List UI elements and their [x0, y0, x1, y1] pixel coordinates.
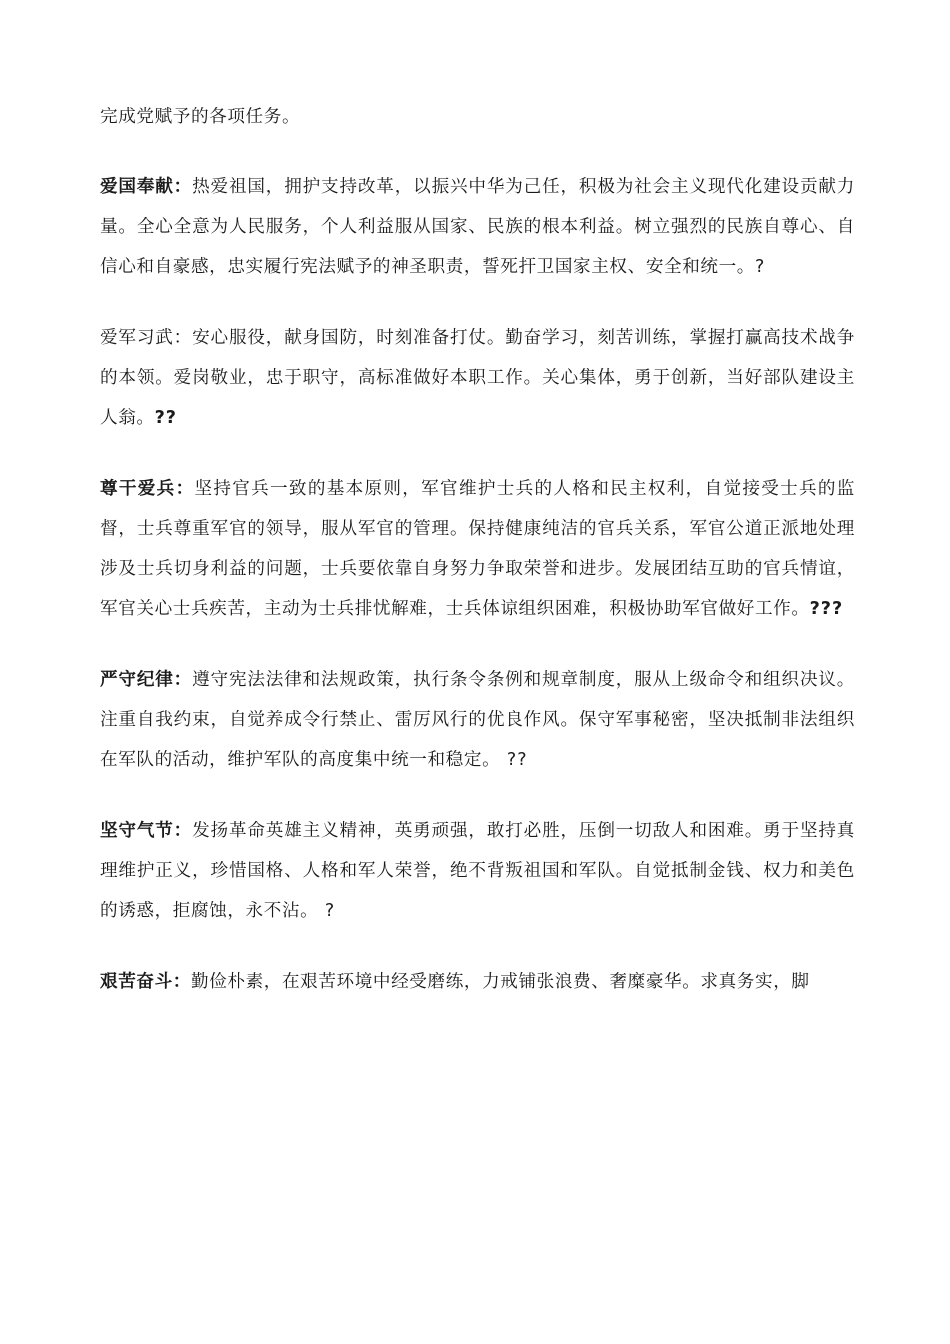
section-text: 热爱祖国，拥护支持改革，以振兴中华为己任，积极为社会主义现代化建设贡献力量。全心全意为人民服务，个人利益服从国家、民族的根本利益。树立强烈的民族自尊心、自信心和自豪感，忠实履行宪法赋予的神圣职责，誓死扞卫国家主权、安全和统一。: [100, 177, 855, 277]
section-tail: ?: [318, 901, 336, 921]
section-love-army-train: [100, 318, 855, 438]
section-tail: ???: [809, 599, 844, 619]
section-text: 遵守宪法法律和法规政策，执行条令条例和规章制度，服从上级命令和组织决议。注重自我约束，自觉养成令行禁止、雷厉风行的优良作风。保守军事秘密，坚决抵制非法组织在军队的活动，维护军队的高度集中统一和稳定。: [100, 670, 855, 770]
section-term: 爱国奉献：: [100, 177, 193, 197]
section-text: 勤俭朴素，在艰苦环境中经受磨练，力戒铺张浪费、奢糜豪华。求真务实，脚: [190, 972, 810, 992]
intro-paragraph: 完成党赋予的各项任务。: [100, 107, 301, 127]
section-term: 严守纪律：: [100, 670, 193, 690]
section-hard-work: [100, 962, 855, 1002]
section-respect-officers-soldiers: [100, 469, 855, 629]
section-integrity: [100, 811, 855, 931]
section-strict-discipline: [100, 660, 855, 780]
section-patriotic-dedication: [100, 167, 855, 287]
section-term: 尊干爱兵：: [100, 479, 195, 499]
section-text: 坚持官兵一致的基本原则，军官维护士兵的人格和民主权利，自觉接受士兵的监督，士兵尊重军官的领导，服从军官的管理。保持健康纯洁的官兵关系，军官公道正派地处理涉及士兵切身利益的问题，士兵要依靠自身努力争取荣誉和进步。发展团结互助的官兵情谊，军官关心士兵疾苦，主动为士兵排忧解难，士兵体谅组织困难，积极协助军官做好工作。: [100, 479, 855, 619]
section-text: 安心服役，献身国防，时刻准备打仗。勤奋学习，刻苦训练，掌握打赢高技术战争的本领。爱岗敬业，忠于职守，高标准做好本职工作。关心集体，勇于创新，当好部队建设主人翁。: [100, 328, 855, 428]
section-tail: ??: [154, 408, 178, 428]
section-text: 发扬革命英雄主义精神，英勇顽强，敢打必胜，压倒一切敌人和困难。勇于坚持真理维护正义，珍惜国格、人格和军人荣誉，绝不背叛祖国和军队。自觉抵制金钱、权力和美色的诱惑，拒腐蚀，永不沾。: [100, 821, 855, 921]
section-term: 爱军习武：: [100, 328, 193, 348]
section-tail: ?: [754, 257, 766, 277]
section-tail: ??: [500, 750, 528, 770]
document-body: [100, 97, 855, 1033]
section-term: 艰苦奋斗：: [100, 972, 191, 992]
section-term: 坚守气节：: [100, 821, 193, 841]
